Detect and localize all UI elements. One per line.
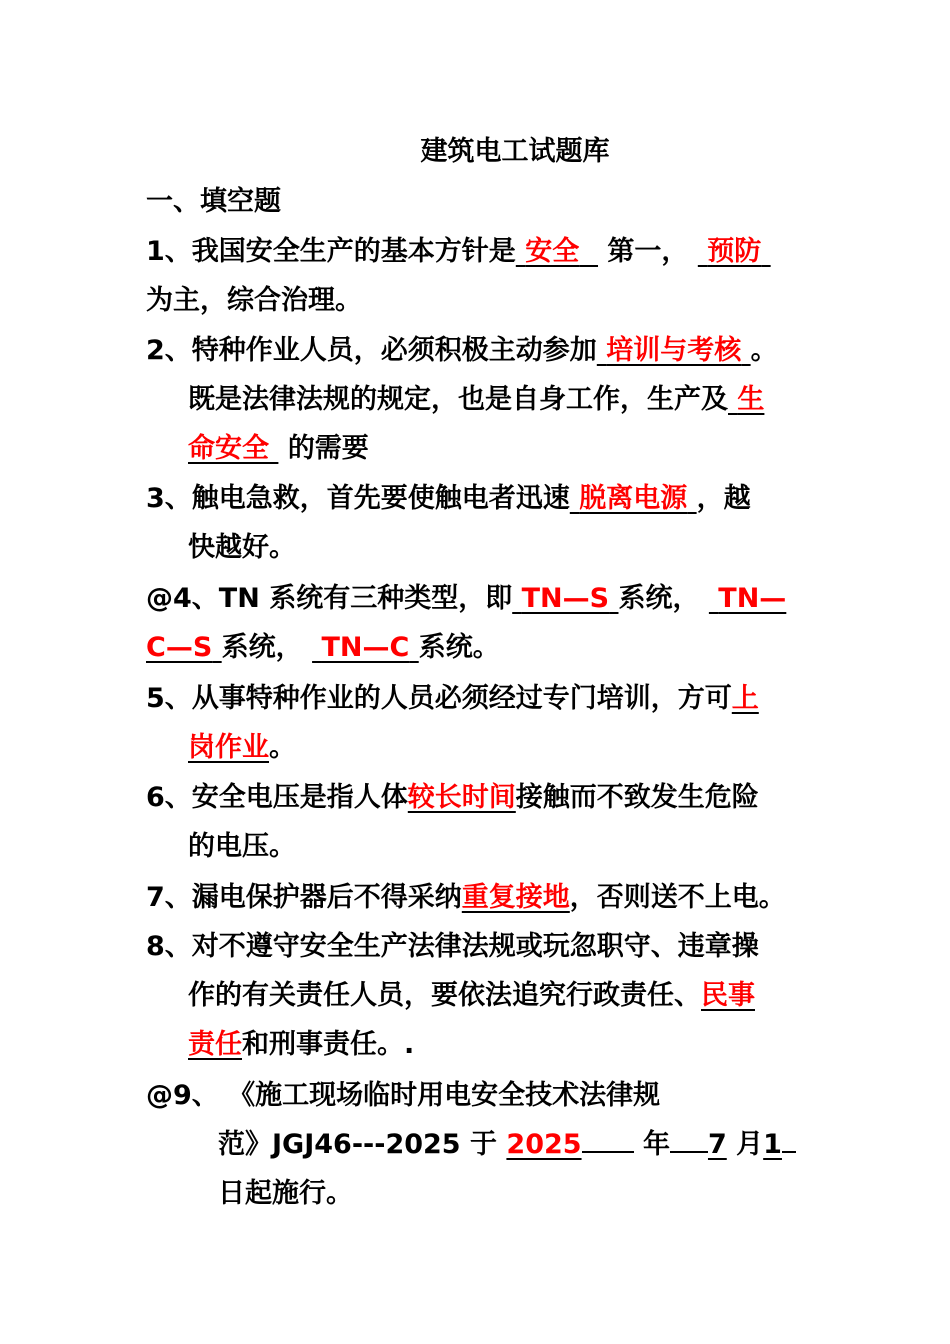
q1-answer-2: 预防 [707, 236, 762, 267]
q5-text-2: 。 [269, 732, 296, 763]
q1-text-3: 为主，综合治理。 [146, 285, 362, 316]
q9-answer-month: 7 [707, 1129, 727, 1160]
q8-text-2: 作的有关责任人员，要依法追究行政责任、 [188, 980, 701, 1011]
question-5 [146, 674, 816, 772]
q5-answer-1a: 上 [731, 683, 759, 714]
q8-answer-1a: 民事 [701, 980, 755, 1011]
q9-answer-year: 2025 [506, 1129, 582, 1160]
q3-text-2: ，越 [696, 483, 751, 514]
q9-text-2: 范》JGJ46---2025 于 [218, 1129, 497, 1160]
q4-text-2: 系统， [618, 583, 700, 614]
q9-blank-3 [782, 1127, 796, 1153]
q9-blank-1 [582, 1127, 634, 1153]
q5-answer-1b: 岗作业 [188, 732, 269, 763]
question-6 [146, 773, 816, 871]
q9-text-5: 日起施行。 [218, 1178, 353, 1209]
q4-answer-2a: TN— [718, 583, 787, 614]
q7-answer-1: 重复接地 [461, 882, 570, 913]
q6-answer-1: 较长时间 [407, 782, 516, 813]
q9-answer-day: 1 [763, 1129, 782, 1160]
q4-text-3: 系统， [221, 632, 303, 663]
q1-answer-1: 安全 [525, 236, 580, 267]
q2-text-4: 的需要 [287, 433, 369, 464]
q2-text: 2、特种作业人员，必须积极主动参加 [146, 335, 597, 366]
question-9 [146, 1071, 816, 1218]
q9-text-4: 月 [736, 1129, 764, 1160]
q4-answer-3: TN—C [321, 632, 410, 663]
section-heading: 一、填空题 [146, 186, 281, 217]
q5-text: 5、从事特种作业的人员必须经过专门培训，方可 [146, 683, 732, 714]
q4-answer-2b: C—S [146, 632, 213, 663]
q6-text-3: 的电压。 [188, 831, 296, 862]
question-3 [146, 474, 816, 572]
question-8 [146, 922, 816, 1069]
question-1 [146, 227, 816, 325]
q3-text: 3、触电急救，首先要使触电者迅速 [146, 483, 570, 514]
q4-text: @4、TN 系统有三种类型，即 [146, 583, 513, 614]
question-2 [146, 326, 816, 473]
question-7 [146, 873, 816, 922]
q8-answer-1b: 责任 [188, 1029, 242, 1060]
q1-text-2: 第一， [607, 236, 689, 267]
q9-text: @9、 《施工现场临时用电安全技术法律规 [146, 1080, 661, 1111]
q2-text-2: 。 [750, 335, 778, 366]
question-4 [146, 574, 816, 672]
q2-answer-1: 培训与考核 [606, 335, 742, 366]
q7-text-2: ，否则送不上电。 [569, 882, 786, 913]
document-title: 建筑电工试题库 [420, 136, 610, 167]
q4-text-4: 系统。 [418, 632, 500, 663]
q9-blank-2 [670, 1127, 708, 1153]
q3-answer-1: 脱离电源 [579, 483, 688, 514]
q1-text: 1、我国安全生产的基本方针是 [146, 236, 516, 267]
q4-answer-1: TN—S [521, 583, 610, 614]
q2-text-3: 既是法律法规的规定，也是自身工作，生产及 [188, 384, 728, 415]
q6-text: 6、安全电压是指人体 [146, 782, 408, 813]
q9-text-3: 年 [642, 1129, 670, 1160]
q6-text-2: 接触而不致发生危险 [515, 782, 759, 813]
q3-text-3: 快越好。 [188, 532, 296, 563]
q2-answer-2b: 命安全 [188, 433, 269, 464]
q2-answer-2a: 生 [737, 384, 765, 415]
q7-text: 7、漏电保护器后不得采纳 [146, 882, 462, 913]
q8-text: 8、对不遵守安全生产法律法规或玩忽职守、违章操 [146, 931, 759, 962]
q8-text-3: 和刑事责任。. [242, 1029, 415, 1060]
